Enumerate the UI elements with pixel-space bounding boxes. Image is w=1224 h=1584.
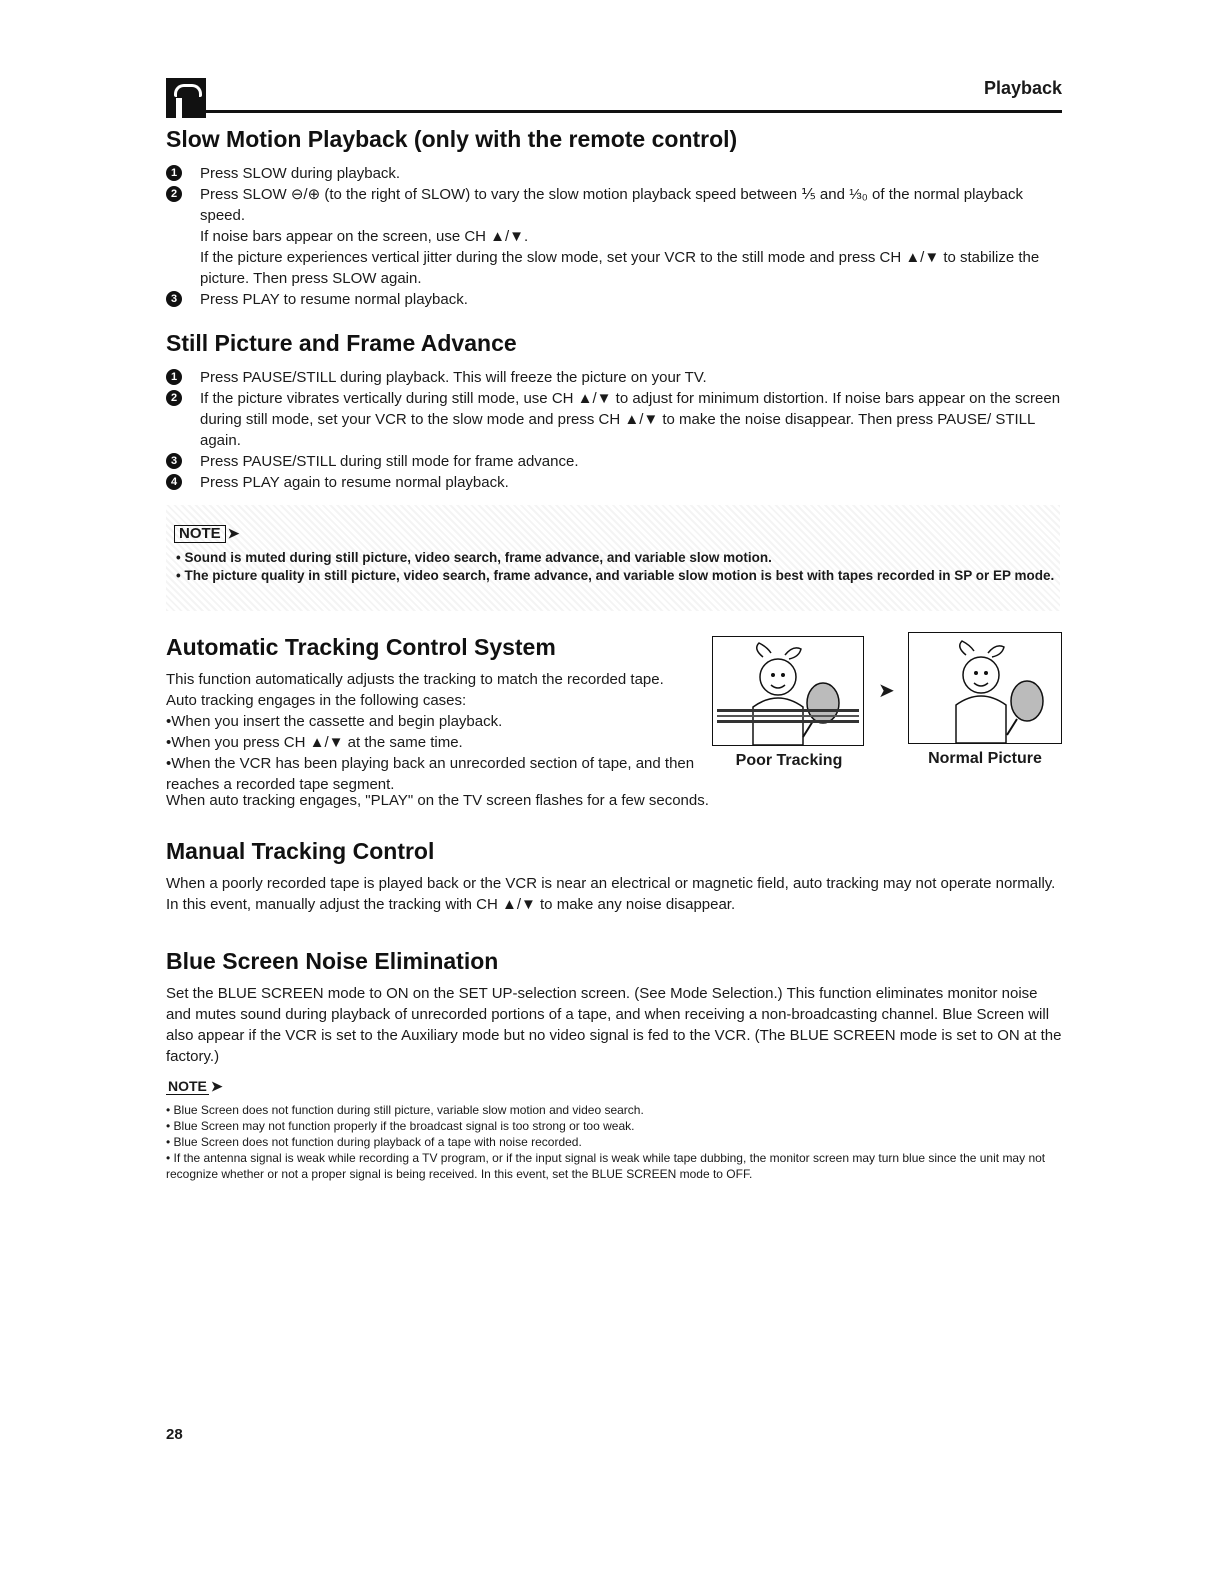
note-arrow-icon: ➤ — [227, 525, 240, 541]
girl-cartoon-noisy-icon — [713, 637, 863, 745]
slow-motion-title: Slow Motion Playback (only with the remote control) — [166, 126, 738, 152]
note-label: NOTE — [168, 1078, 207, 1094]
blue-screen-title: Blue Screen Noise Elimination — [166, 948, 499, 974]
blue-screen-section — [166, 948, 1062, 1067]
girl-cartoon-icon — [909, 633, 1061, 743]
blue-screen-text: Set the BLUE SCREEN mode to ON on the SET UP-selection screen. (See Mode Selection.) This function eliminates monitor noise and mutes sound during playback of unrecorded portions of a tape, and when receiving a non-broadcasting channel. Blue Screen will also appear if the VCR is set to the Auxiliary mode but no video signal is fed to the VCR. (The BLUE SCREEN mode is set to ON at the factory.) — [166, 985, 1062, 1065]
slow-step-2 — [166, 184, 1062, 226]
auto-tracking-outro: When auto tracking engages, "PLAY" on the TV screen flashes for a few seconds. — [166, 792, 709, 809]
manual-tracking-title: Manual Tracking Control — [166, 838, 435, 864]
step-number: 2 — [166, 390, 182, 406]
still-picture-section — [166, 330, 1062, 493]
manual-tracking-text: When a poorly recorded tape is played back or the VCR is near an electrical or magnetic field, auto tracking may not operate normally. In this event, manually adjust the tracking with CH ▲/▼ to make any noise disappear. — [166, 875, 1056, 913]
step-text: Press SLOW ⊖/⊕ (to the right of SLOW) to vary the slow motion playback speed between ⅕ and ⅓₀ of the normal playback speed. — [200, 186, 1023, 224]
manual-tracking-section — [166, 838, 1062, 915]
note-box-playback — [166, 505, 1060, 611]
auto-tracking-section — [166, 634, 696, 795]
poor-tracking-illustration — [712, 636, 864, 746]
step-text: Press PLAY again to resume normal playback. — [200, 474, 509, 491]
slow-sub-note-1: If noise bars appear on the screen, use CH ▲/▼. — [200, 228, 529, 245]
step-number: 1 — [166, 165, 182, 181]
note-label: NOTE — [174, 525, 226, 543]
auto-tracking-intro: This function automatically adjusts the tracking to match the recorded tape. Auto tracking engages in the following cases: — [166, 671, 664, 709]
arrow-right-icon: ➤ — [878, 680, 895, 702]
step-number: 1 — [166, 369, 182, 385]
playback-section-icon — [166, 78, 206, 118]
note-item: • Blue Screen does not function during playback of a tape with noise recorded. — [166, 1135, 582, 1149]
section-header: Playback — [983, 78, 1062, 98]
auto-tracking-bullet: •When the VCR has been playing back an unrecorded section of tape, and then reaches a recorded tape segment. — [166, 755, 695, 793]
note-item: • Blue Screen does not function during still picture, variable slow motion and video search. — [166, 1103, 644, 1117]
note-item: • Sound is muted during still picture, video search, frame advance, and variable slow motion. — [176, 550, 772, 565]
note-box-blue-screen — [166, 1078, 1062, 1182]
step-text: If the picture vibrates vertically during still mode, use CH ▲/▼ to adjust for minimum distortion. If noise bars appear on the screen during still mode, set your VCR to the slow mode and press CH ▲/▼ to make the noise disappear. Then press PAUSE/ STILL again. — [200, 390, 1061, 449]
normal-picture-caption: Normal Picture — [928, 750, 1042, 767]
slow-step-3 — [166, 289, 1062, 310]
auto-tracking-title: Automatic Tracking Control System — [166, 634, 556, 660]
still-step-1 — [166, 367, 1062, 388]
step-text: Press SLOW during playback. — [200, 165, 401, 182]
poor-tracking-caption: Poor Tracking — [735, 752, 843, 769]
step-text: Press PLAY to resume normal playback. — [200, 291, 468, 308]
note-item: • Blue Screen may not function properly if the broadcast signal is too strong or too weak. — [166, 1119, 635, 1133]
header-rule — [206, 110, 1062, 113]
step-number: 4 — [166, 474, 182, 490]
step-number: 2 — [166, 186, 182, 202]
page-number: 28 — [166, 1426, 183, 1443]
still-picture-title: Still Picture and Frame Advance — [166, 330, 517, 356]
still-step-4 — [166, 472, 1062, 493]
step-text: Press PAUSE/STILL during still mode for frame advance. — [200, 453, 579, 470]
normal-picture-illustration — [908, 632, 1062, 744]
auto-tracking-bullet: •When you insert the cassette and begin playback. — [166, 713, 503, 730]
auto-tracking-bullet: •When you press CH ▲/▼ at the same time. — [166, 734, 463, 751]
still-step-2 — [166, 388, 1062, 451]
note-arrow-icon: ➤ — [210, 1078, 223, 1094]
note-item: • If the antenna signal is weak while recording a TV program, or if the input signal is weak while tape dubbing, the monitor screen may turn blue since the unit may not recognize whether or not a proper signal is being received. In this event, set the BLUE SCREEN mode to OFF. — [166, 1151, 1046, 1181]
step-text: Press PAUSE/STILL during playback. This will freeze the picture on your TV. — [200, 369, 707, 386]
step-number: 3 — [166, 291, 182, 307]
slow-motion-section — [166, 126, 1062, 310]
slow-sub-note-2: If the picture experiences vertical jitter during the slow mode, set your VCR to the still mode and press CH ▲/▼ to stabilize the picture. Then press SLOW again. — [200, 249, 1040, 287]
slow-step-1 — [166, 163, 1062, 184]
note-item: • The picture quality in still picture, video search, frame advance, and variable slow motion is best with tapes recorded in SP or EP mode. — [176, 568, 1055, 583]
still-step-3 — [166, 451, 1062, 472]
step-number: 3 — [166, 453, 182, 469]
